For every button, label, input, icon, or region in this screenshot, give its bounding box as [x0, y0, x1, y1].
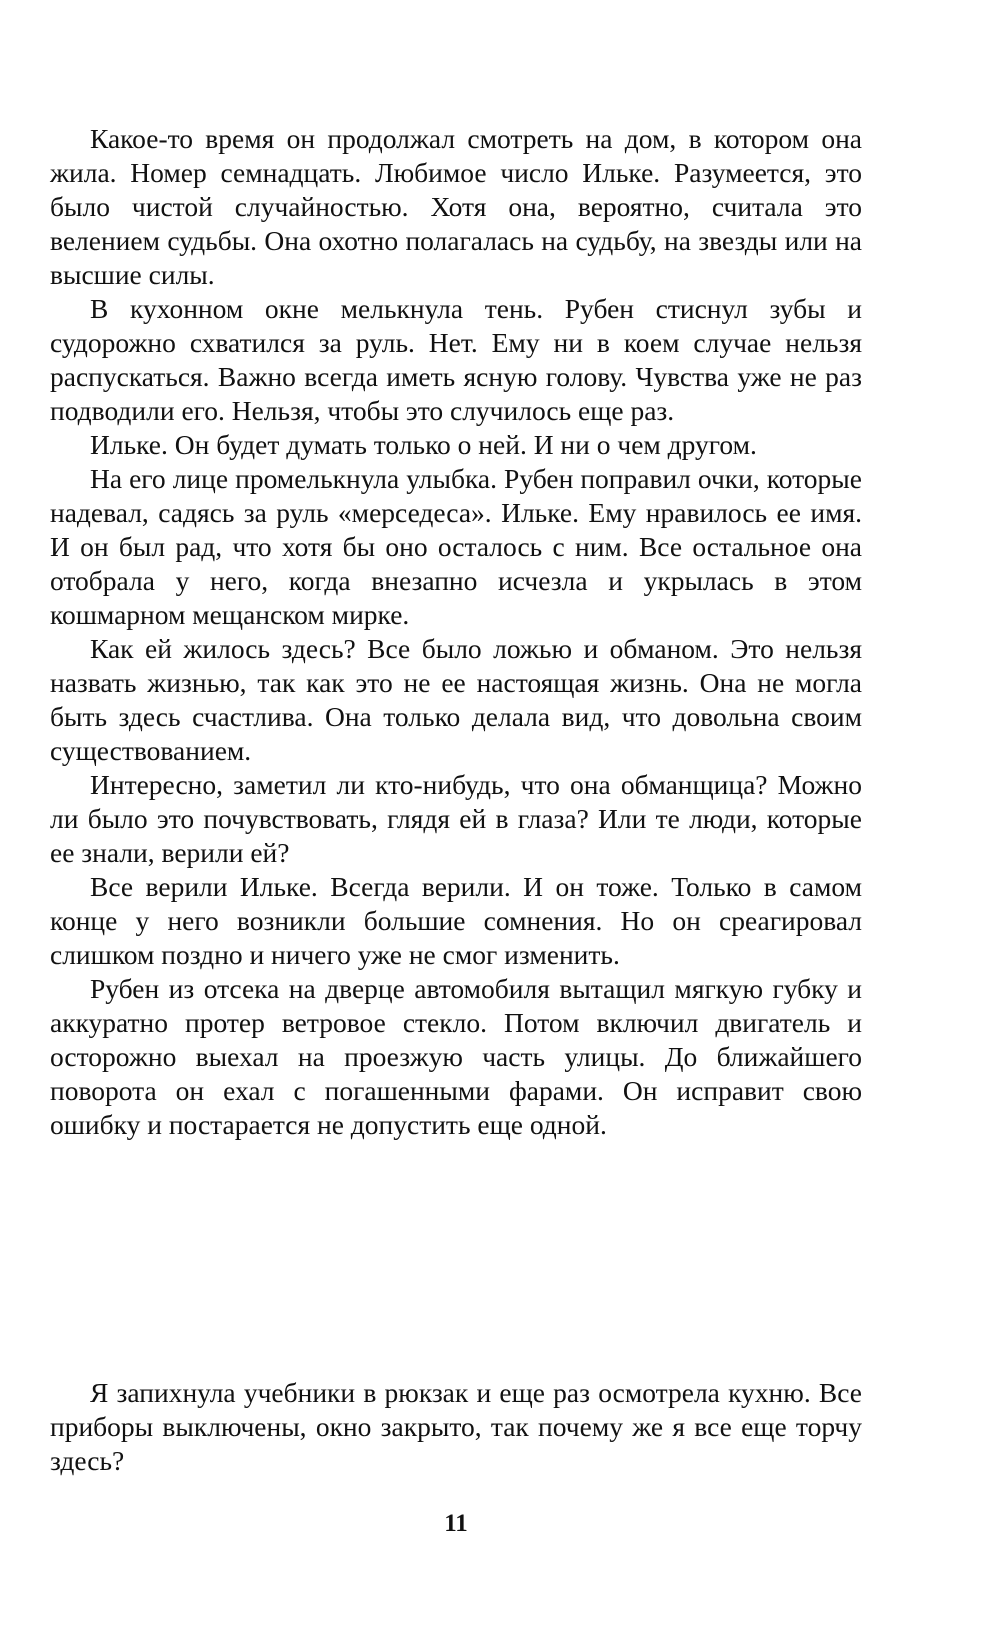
page-number: 11: [444, 1510, 468, 1537]
narrator-section: [50, 1376, 862, 1478]
paragraph: Интересно, заметил ли кто-нибудь, что она обманщица? Можно ли было это почувствовать, глядя ей в глаза? Или те люди, которые ее знали, верили ей?: [50, 769, 862, 868]
paragraph: Какое-то время он продолжал смотреть на дом, в котором она жила. Номер семнадцать. Любимое число Ильке. Разумеется, это было чистой случайностью. Хотя она, вероятно, считала это велением судьбы. Она охотно полагалась на судьбу, на звезды или на высшие силы.: [50, 123, 862, 290]
paragraph: Все верили Ильке. Всегда верили. И он тоже. Только в самом конце у него возникли большие сомнения. Но он среагировал слишком поздно и ничего уже не смог изменить.: [50, 871, 862, 970]
paragraph: На его лице промелькнула улыбка. Рубен поправил очки, которые надевал, садясь за руль «мерседеса». Ильке. Ему нравилось ее имя. И он был рад, что хотя бы оно осталось с ним. Все остальное она отобрала у него, когда внезапно исчезла и укрылась в этом кошмарном мещанском мирке.: [50, 463, 862, 630]
paragraph: Ильке. Он будет думать только о ней. И ни о чем другом.: [90, 429, 757, 460]
paragraph: Рубен из отсека на дверце автомобиля вытащил мягкую губку и аккуратно протер ветровое стекло. Потом включил двигатель и осторожно выехал на проезжую часть улицы. До ближайшего поворота он ехал с погашенными фарами. Он исправит свою ошибку и постарается не допустить еще одной.: [50, 973, 862, 1140]
paragraph: В кухонном окне мелькнула тень. Рубен стиснул зубы и судорожно схватился за руль. Нет. Ему ни в коем случае нельзя распускаться. Важно всегда иметь ясную голову. Чувства уже не раз подводили его. Нельзя, чтобы это случилось еще раз.: [50, 293, 862, 426]
paragraph: Я запихнула учебники в рюкзак и еще раз осмотрела кухню. Все приборы выключены, окно закрыто, так почему же я все еще торчу здесь?: [50, 1377, 862, 1476]
paragraph: Как ей жилось здесь? Все было ложью и обманом. Это нельзя назвать жизнью, так как это не ее настоящая жизнь. Она не могла быть здесь счастлива. Она только делала вид, что довольна своим существованием.: [50, 633, 862, 766]
story-section: [50, 122, 862, 1142]
